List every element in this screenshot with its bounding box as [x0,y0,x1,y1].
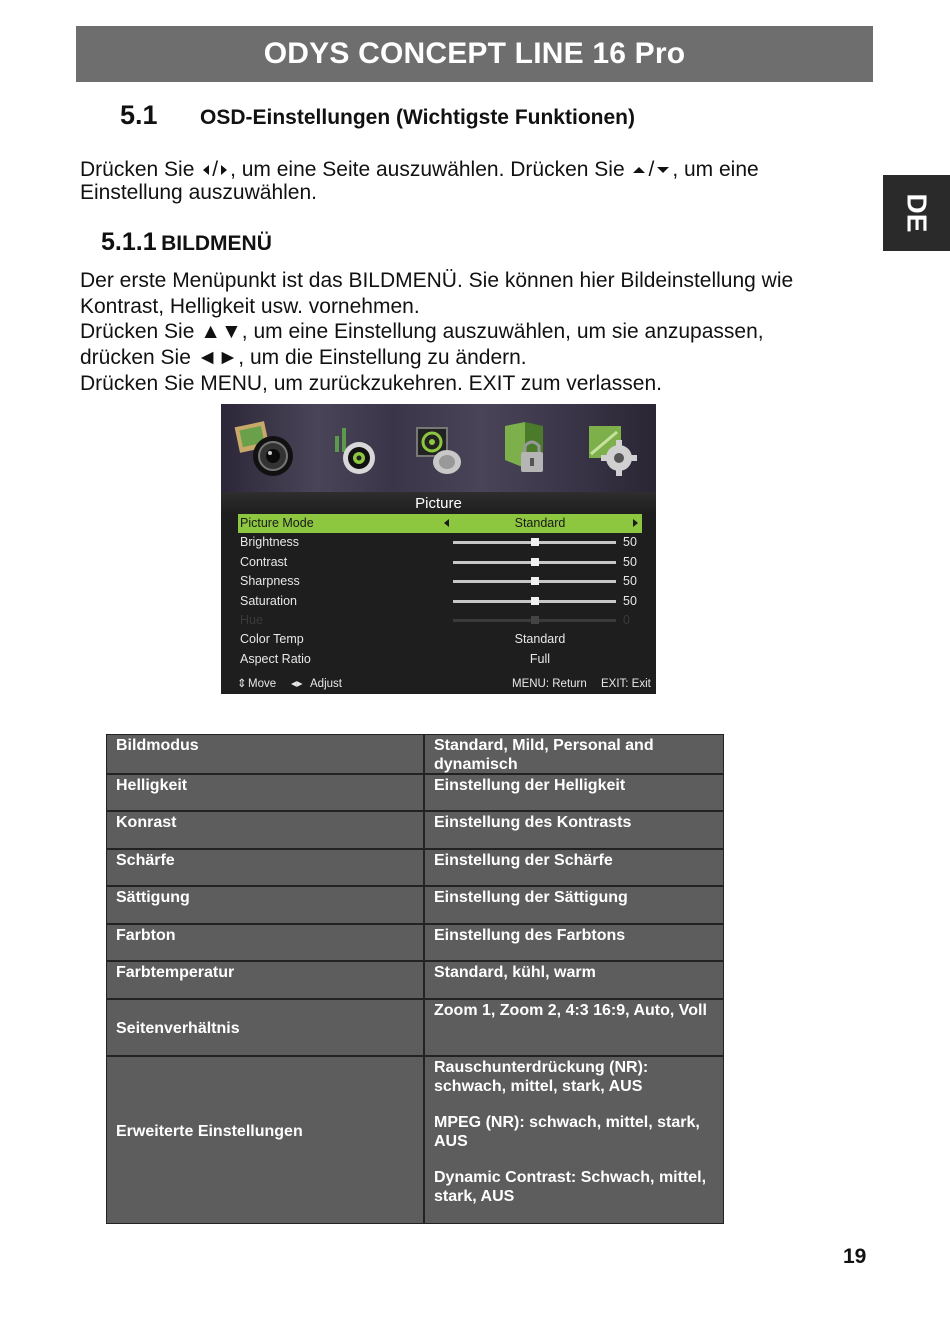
osd-row[interactable] [238,592,642,611]
table-cell-text: Einstellung der Helligkeit [434,777,626,794]
table-cell-description [424,999,724,1056]
osd-slider[interactable] [453,580,616,583]
osd-row[interactable] [238,533,642,552]
table-cell-text: Farbton [116,927,176,944]
table-cell-text: Einstellung der Sättigung [434,889,628,906]
section-heading-5-1-1 [101,228,272,257]
table-cell-description [424,961,724,999]
language-tab-label: DE [901,193,933,233]
table-cell-text: Seitenverhältnis [116,1020,240,1037]
osd-slider[interactable] [453,561,616,564]
up-arrow-icon [633,167,645,173]
osd-row-value: Standard [514,632,566,647]
settings-table [106,734,724,1224]
section-title: OSD-Einstellungen (Wichtigste Funktionen) [200,106,635,129]
table-cell-text: Rauschunterdrückung (NR): schwach, mittel, stark, AUS [434,1059,649,1095]
osd-slider-knob[interactable] [531,597,539,605]
osd-row-value: Full [529,651,551,666]
intro-paragraph [80,158,860,204]
osd-footer-move: Move [248,678,277,690]
osd-row-value: 50 [623,574,637,589]
table-cell-description [424,811,724,849]
osd-slider-knob[interactable] [531,616,539,624]
osd-menu-title: Picture [221,492,656,514]
osd-footer-adjust: Adjust [310,678,342,690]
body-line: drücken Sie ◄►, um die Einstellung zu ändern. [80,346,527,370]
table-cell-text: Schärfe [116,852,175,869]
osd-row[interactable] [238,553,642,572]
osd-slider-knob[interactable] [531,558,539,566]
osd-row-value: 50 [623,554,637,569]
page-header [76,26,873,82]
table-cell-text: Einstellung des Kontrasts [434,814,632,831]
osd-row-label: Sharpness [240,574,300,589]
osd-row-label: Brightness [240,535,300,550]
osd-row-value: 50 [623,535,637,550]
table-cell-label [106,886,424,924]
up-down-icon: ⇕ [237,678,247,690]
intro-slash: / [212,158,219,181]
osd-slider-knob[interactable] [531,577,539,585]
osd-row-value: 0 [623,612,630,627]
lock-icon [495,418,555,480]
intro-line-2: Einstellung auszuwählen. [80,181,317,204]
intro-text: , um eine Seite auszuwählen. Drücken Sie [230,158,625,181]
table-cell-description [424,849,724,886]
table-cell-description [424,734,724,774]
intro-slash: / [648,158,655,181]
left-arrow-icon [203,165,209,175]
osd-row[interactable] [238,630,642,649]
intro-text: Drücken Sie [80,158,195,181]
osd-icon-bar [221,404,656,492]
table-cell-text: Einstellung des Farbtons [434,927,626,944]
osd-slider[interactable] [453,600,616,603]
table-cell-description [424,924,724,961]
table-cell-text: Sättigung [116,889,190,906]
table-cell-text: Bildmodus [116,737,199,754]
osd-footer-exit: EXIT: Exit [601,678,651,690]
picture-icon [233,418,299,480]
subsection-title: BILDMENÜ [161,232,272,255]
osd-row-value: Standard [514,516,566,530]
body-paragraph [80,268,880,397]
osd-menu-rows [238,514,642,669]
language-tab [883,175,950,251]
osd-slider[interactable] [453,619,616,622]
subsection-number: 5.1.1 [101,228,157,256]
osd-row[interactable] [238,514,642,533]
osd-row-label: Picture Mode [240,516,314,530]
intro-text: , um eine [672,158,759,181]
body-line: Drücken Sie ▲▼, um eine Einstellung auszuwählen, um sie anzupassen, [80,320,764,344]
header-title: ODYS CONCEPT LINE 16 Pro [263,37,686,70]
setup-icon [581,418,641,480]
table-cell-label [106,924,424,961]
body-line: Drücken Sie MENU, um zurückzukehren. EXIT zum verlassen. [80,371,662,395]
table-cell-label [106,734,424,774]
table-cell-text: Konrast [116,814,177,831]
osd-slider[interactable] [453,541,616,544]
table-cell-label [106,999,424,1056]
table-cell-text: Dynamic Contrast: Schwach, mittel, stark, AUS [434,1169,707,1205]
osd-row-value: 50 [623,593,637,608]
osd-slider-knob[interactable] [531,538,539,546]
osd-row-label: Hue [240,612,263,627]
osd-footer-menu: MENU: Return [512,678,587,690]
table-cell-text: MPEG (NR): schwach, mittel, stark, AUS [434,1114,700,1150]
table-cell-label [106,811,424,849]
table-cell-text: Standard, Mild, Personal and dynamisch [434,737,654,773]
down-arrow-icon [657,167,669,173]
table-cell-label [106,1056,424,1224]
table-cell-label [106,961,424,999]
body-line: Der erste Menüpunkt ist das BILDMENÜ. Sie können hier Bildeinstellung wie [80,269,794,292]
page-number: 19 [843,1245,867,1268]
osd-row-label: Saturation [240,593,297,608]
osd-row[interactable] [238,572,642,591]
osd-row-label: Contrast [240,554,288,569]
sound-icon [323,418,383,480]
left-right-icon: ◂▸ [291,678,303,690]
table-cell-label [106,849,424,886]
table-cell-text: Farbtemperatur [116,964,235,981]
table-cell-text: Zoom 1, Zoom 2, 4:3 16:9, Auto, Voll [434,1002,707,1019]
table-cell-description [424,1056,724,1224]
table-cell-label [106,774,424,811]
osd-footer [221,674,656,694]
table-cell-description [424,774,724,811]
channel-icon [409,418,469,480]
osd-row-label: Aspect Ratio [240,651,311,666]
osd-row-label: Color Temp [240,632,304,647]
section-heading-5-1 [120,100,635,131]
table-cell-text: Standard, kühl, warm [434,964,596,981]
section-number: 5.1 [120,100,158,130]
osd-row[interactable] [238,650,642,669]
table-cell-description [424,886,724,924]
table-cell-text: Erweiterte Einstellungen [116,1123,303,1140]
right-arrow-icon [221,165,227,175]
osd-screenshot [221,404,656,694]
body-line: Kontrast, Helligkeit usw. vornehmen. [80,294,420,318]
table-cell-text: Einstellung der Schärfe [434,852,613,869]
table-cell-text: Helligkeit [116,777,188,794]
osd-row[interactable] [238,611,642,630]
